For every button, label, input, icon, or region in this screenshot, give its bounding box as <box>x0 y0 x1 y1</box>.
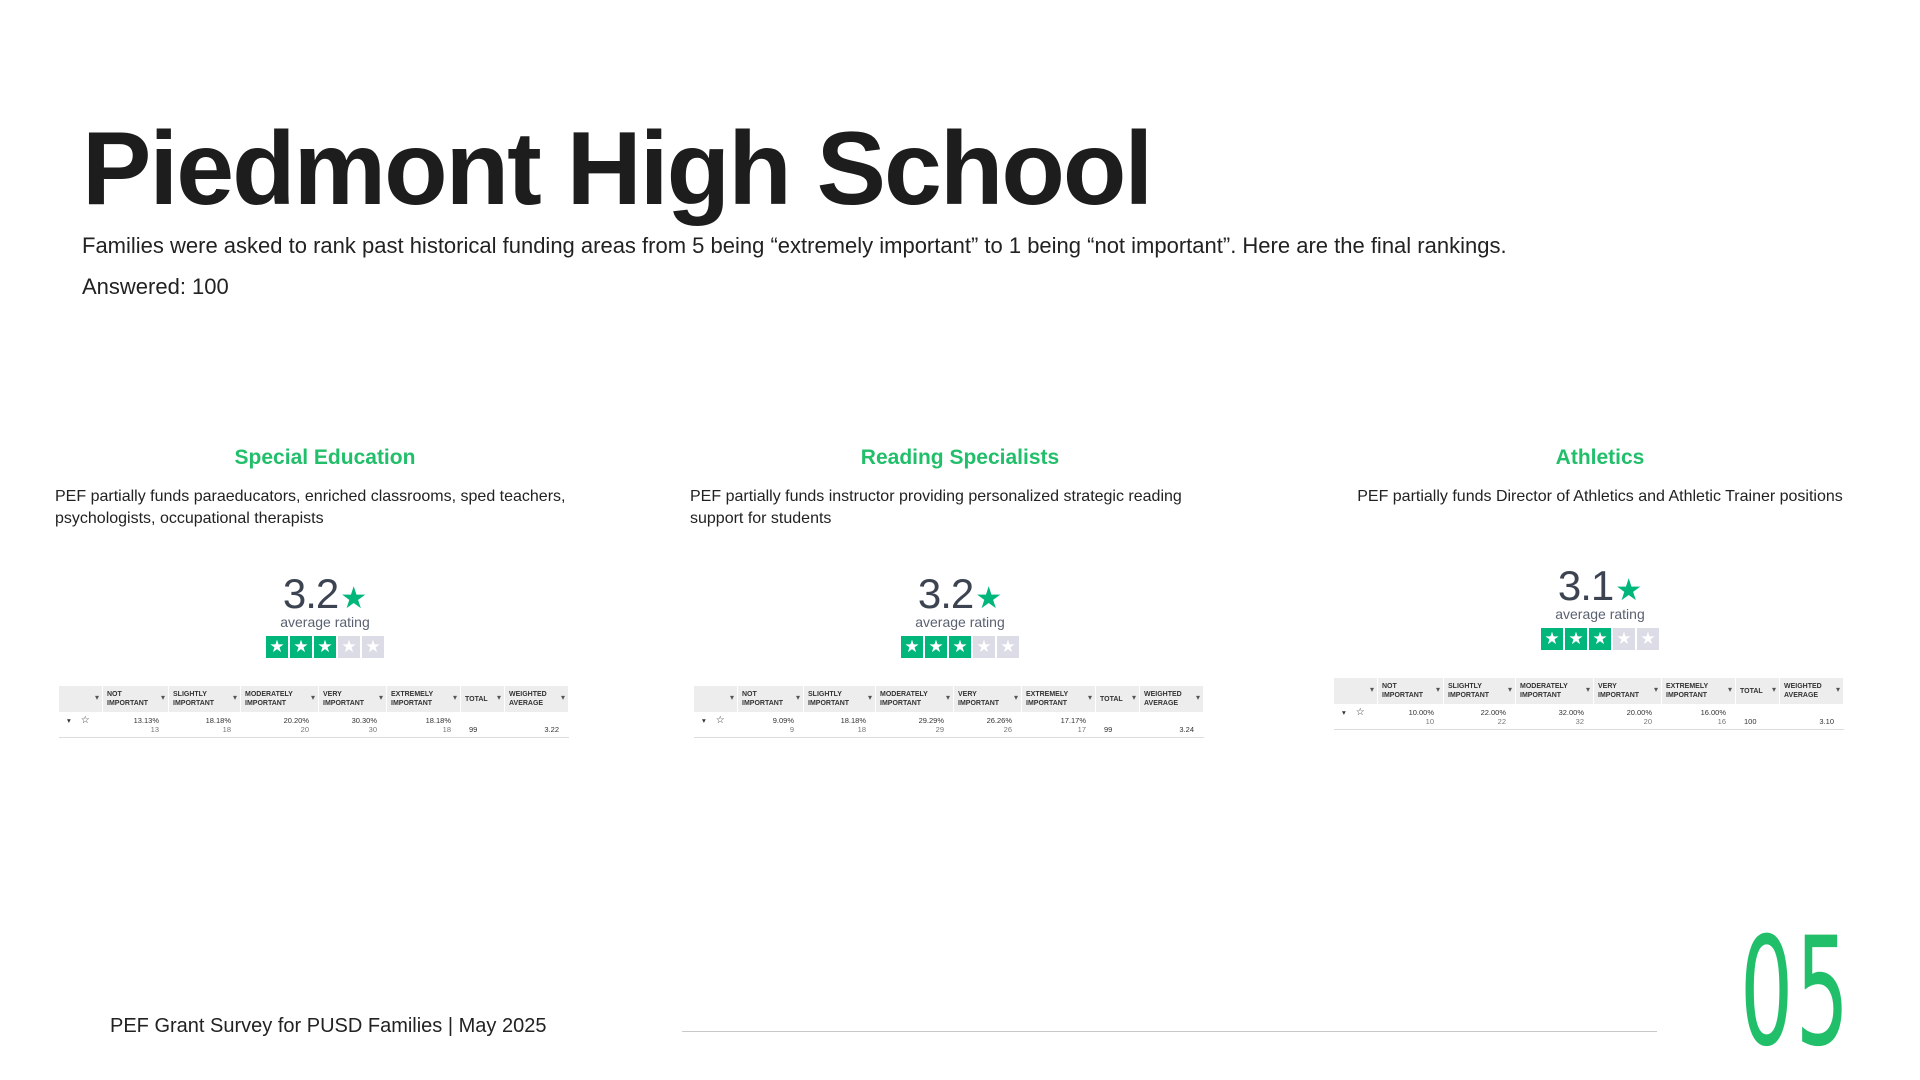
cell-count: 18 <box>857 725 866 734</box>
cell-percent: 10.00% <box>1408 708 1434 717</box>
cell-count: 29 <box>935 725 944 734</box>
star-outline-icon[interactable]: ☆ <box>1355 707 1365 718</box>
star-icon: ★ <box>266 636 288 658</box>
cell-count: 32 <box>1575 717 1584 726</box>
cell-count: 17 <box>1077 725 1086 734</box>
page-subtitle: Families were asked to rank past historical funding areas from 5 being “extremely important” to 1 being “not important”. Here are the final rankings. <box>82 233 1507 258</box>
caret-down-icon[interactable] <box>1334 678 1378 704</box>
star-icon: ★ <box>925 636 947 658</box>
table-header-cell[interactable]: NOT IMPORTANT ▾ <box>103 686 169 712</box>
star-icon: ★ <box>997 636 1019 658</box>
average-rating <box>283 572 367 616</box>
table-header-cell[interactable]: WEIGHTED AVERAGE ▾ <box>1140 686 1204 712</box>
table-header-cell[interactable]: VERY IMPORTANT ▾ <box>1594 678 1662 704</box>
card-description: PEF partially funds Director of Athletics and Athletic Trainer positions <box>1357 488 1843 505</box>
star-icon: ★ <box>975 582 1003 615</box>
star-icon: ★ <box>1565 628 1587 650</box>
results-table <box>59 686 569 738</box>
cell-percent: 13.13% <box>133 716 159 725</box>
star-icon: ★ <box>949 636 971 658</box>
rating-caption: average rating <box>280 614 370 630</box>
card-description: PEF partially funds paraeducators, enriched classrooms, sped teachers, psychologists, occupational therapists <box>55 488 566 527</box>
cell-count: 18 <box>222 725 231 734</box>
chevron-down-icon[interactable]: ▾ <box>1342 708 1346 717</box>
average-rating <box>918 572 1002 616</box>
table-header-cell[interactable]: MODERATELY IMPORTANT ▾ <box>241 686 319 712</box>
cell-count: 30 <box>368 725 377 734</box>
star-icon: ★ <box>338 636 360 658</box>
star-rating-bar <box>266 636 384 658</box>
star-icon: ★ <box>314 636 336 658</box>
cell-count: 22 <box>1497 717 1506 726</box>
table-cell <box>1444 704 1516 729</box>
table-header-cell[interactable]: EXTREMELY IMPORTANT ▾ <box>387 686 461 712</box>
cell-count: 20 <box>1643 717 1652 726</box>
table-cell-total: 99 <box>1104 725 1113 734</box>
cell-count: 26 <box>1003 725 1012 734</box>
table-cell <box>241 712 319 737</box>
table-header-cell[interactable]: TOTAL ▾ <box>461 686 505 712</box>
rating-value: 3.1 <box>1557 562 1614 609</box>
table-header-cell[interactable]: SLIGHTLY IMPORTANT ▾ <box>169 686 241 712</box>
table-cell <box>319 712 387 737</box>
table-header-cell[interactable]: MODERATELY IMPORTANT ▾ <box>876 686 954 712</box>
table-cell <box>103 712 169 737</box>
cell-percent: 18.18% <box>425 716 451 725</box>
chevron-down-icon[interactable]: ▾ <box>67 716 71 725</box>
cell-count: 9 <box>789 725 794 734</box>
star-rating-bar <box>1541 628 1659 650</box>
table-cell-weighted-average: 3.22 <box>544 725 559 734</box>
rating-block <box>55 572 595 658</box>
cell-percent: 16.00% <box>1700 708 1726 717</box>
table-header-cell[interactable]: SLIGHTLY IMPORTANT ▾ <box>804 686 876 712</box>
card-heading: Special Education <box>234 446 416 469</box>
star-icon: ★ <box>1615 574 1643 607</box>
table-cell <box>738 712 804 737</box>
table-cell-total: 99 <box>469 725 478 734</box>
table-header-cell[interactable]: MODERATELY IMPORTANT ▾ <box>1516 678 1594 704</box>
funding-card <box>55 444 595 738</box>
star-icon: ★ <box>1613 628 1635 650</box>
table-cell <box>1516 704 1594 729</box>
table-header-cell[interactable]: WEIGHTED AVERAGE ▾ <box>1780 678 1844 704</box>
cell-percent: 18.18% <box>205 716 231 725</box>
rating-caption: average rating <box>915 614 1005 630</box>
row-controls <box>1334 704 1378 729</box>
funding-card <box>690 444 1230 738</box>
chevron-down-icon[interactable]: ▾ <box>702 716 706 725</box>
star-icon: ★ <box>362 636 384 658</box>
table-cell <box>169 712 241 737</box>
footer-text: PEF Grant Survey for PUSD Families | May 2025 <box>110 1015 547 1037</box>
cell-count: 20 <box>300 725 309 734</box>
table-row <box>1334 704 1844 730</box>
cell-percent: 9.09% <box>772 716 794 725</box>
table-header-cell[interactable]: TOTAL ▾ <box>1096 686 1140 712</box>
table-cell <box>804 712 876 737</box>
table-cell <box>1662 704 1736 729</box>
funding-card <box>1330 444 1870 730</box>
table-header <box>694 686 1204 712</box>
table-cell-weighted-average: 3.24 <box>1179 725 1194 734</box>
rating-caption: average rating <box>1555 606 1645 622</box>
table-header-cell[interactable]: VERY IMPORTANT ▾ <box>319 686 387 712</box>
table-header <box>1334 678 1844 704</box>
table-cell <box>954 712 1022 737</box>
cell-percent: 26.26% <box>986 716 1012 725</box>
results-table <box>1334 678 1844 730</box>
card-heading: Athletics <box>1555 446 1645 469</box>
cell-percent: 18.18% <box>840 716 866 725</box>
star-rating-bar <box>901 636 1019 658</box>
table-cell <box>1594 704 1662 729</box>
star-icon: ★ <box>973 636 995 658</box>
footer-divider <box>682 1031 1657 1032</box>
table-header <box>59 686 569 712</box>
rating-value: 3.2 <box>917 570 974 617</box>
answered-count: Answered: 100 <box>82 274 229 299</box>
cell-percent: 22.00% <box>1480 708 1506 717</box>
star-icon: ★ <box>290 636 312 658</box>
row-controls <box>59 712 103 737</box>
cell-percent: 20.00% <box>1626 708 1652 717</box>
cell-count: 18 <box>442 725 451 734</box>
table-cell <box>387 712 461 737</box>
table-header-cell[interactable]: EXTREMELY IMPORTANT ▾ <box>1662 678 1736 704</box>
page-number: 05 <box>1740 906 1852 1080</box>
star-icon: ★ <box>1637 628 1659 650</box>
table-header-cell[interactable]: VERY IMPORTANT ▾ <box>954 686 1022 712</box>
table-cell <box>1378 704 1444 729</box>
table-header-cell[interactable]: EXTREMELY IMPORTANT ▾ <box>1022 686 1096 712</box>
page-title: Piedmont High School <box>82 111 1152 227</box>
row-controls <box>694 712 738 737</box>
cell-count: 10 <box>1425 717 1434 726</box>
table-cell-total: 100 <box>1744 717 1757 726</box>
table-cell <box>1022 712 1096 737</box>
star-icon: ★ <box>1541 628 1563 650</box>
star-icon: ★ <box>340 582 368 615</box>
cell-count: 16 <box>1717 717 1726 726</box>
table-header-cell[interactable]: TOTAL ▾ <box>1736 678 1780 704</box>
cell-percent: 17.17% <box>1060 716 1086 725</box>
table-cell-weighted-average: 3.10 <box>1819 717 1834 726</box>
table-header-cell[interactable]: SLIGHTLY IMPORTANT ▾ <box>1444 678 1516 704</box>
table-row <box>694 712 1204 738</box>
cell-percent: 30.30% <box>351 716 377 725</box>
table-cell <box>876 712 954 737</box>
star-icon: ★ <box>901 636 923 658</box>
cell-count: 13 <box>150 725 159 734</box>
cell-percent: 29.29% <box>918 716 944 725</box>
rating-block <box>1330 564 1870 650</box>
average-rating <box>1558 564 1642 608</box>
cell-percent: 20.20% <box>283 716 309 725</box>
cell-percent: 32.00% <box>1558 708 1584 717</box>
caret-down-icon[interactable] <box>694 686 738 712</box>
rating-value: 3.2 <box>282 570 339 617</box>
card-description: PEF partially funds instructor providing personalized strategic reading support for students <box>690 488 1182 527</box>
table-header-cell[interactable]: NOT IMPORTANT ▾ <box>1378 678 1444 704</box>
star-outline-icon[interactable]: ☆ <box>715 715 725 726</box>
table-row <box>59 712 569 738</box>
results-table <box>694 686 1204 738</box>
rating-block <box>690 572 1230 658</box>
card-heading: Reading Specialists <box>860 446 1060 469</box>
star-icon: ★ <box>1589 628 1611 650</box>
table-header-cell[interactable]: NOT IMPORTANT ▾ <box>738 686 804 712</box>
table-header-cell[interactable]: WEIGHTED AVERAGE ▾ <box>505 686 569 712</box>
star-outline-icon[interactable]: ☆ <box>80 715 90 726</box>
caret-down-icon[interactable] <box>59 686 103 712</box>
